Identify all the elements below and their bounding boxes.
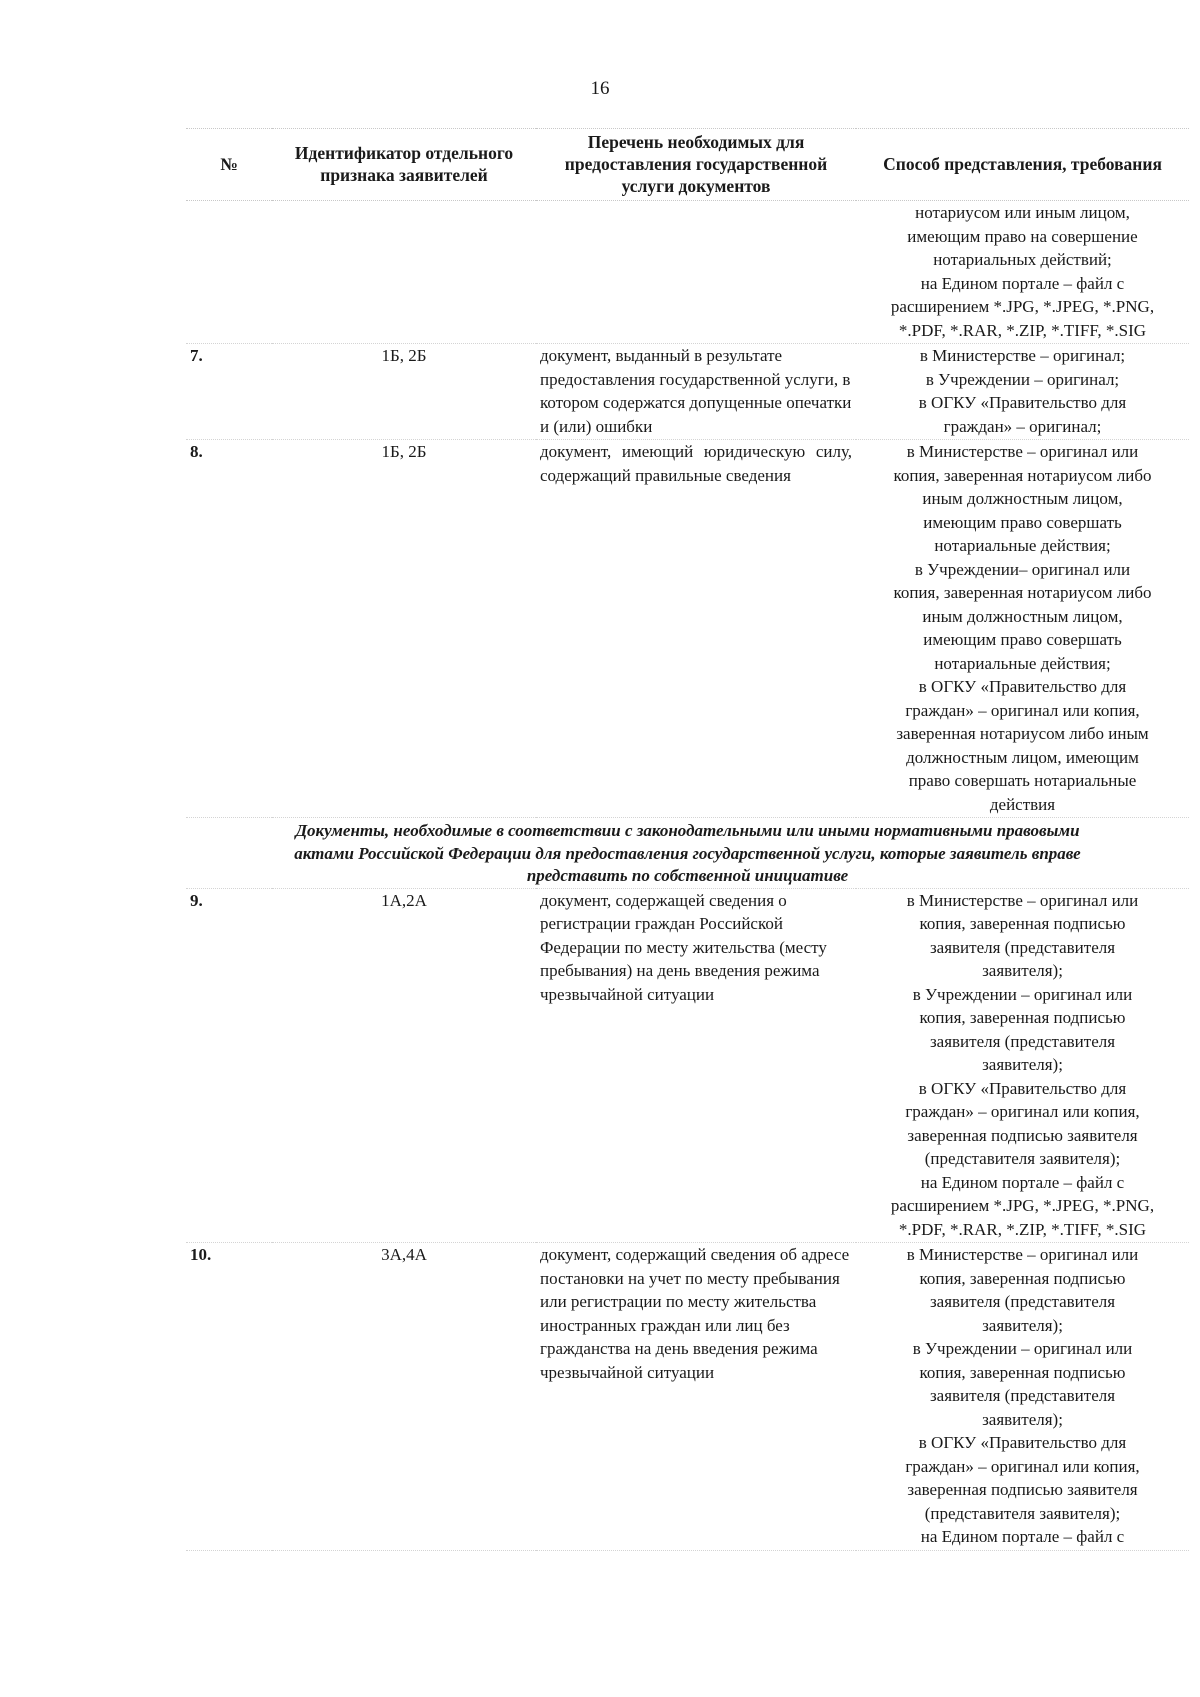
section-title <box>186 818 1189 889</box>
method-line: имеющим право совершать <box>923 630 1122 649</box>
method-line: в Министерстве – оригинал или <box>906 442 1139 461</box>
method-line: заявителя); <box>982 1409 1063 1429</box>
method-line: заявителя); <box>982 961 1063 980</box>
method-line: заявителя (представителя <box>929 1031 1116 1051</box>
method-line: нотариальные действия; <box>934 536 1111 555</box>
table-header-row <box>186 129 1189 201</box>
method-line: нотариальных действий; <box>933 250 1112 269</box>
row-method <box>856 201 1189 344</box>
method-line: в Учреждении– оригинал или <box>914 559 1131 579</box>
method-line: на Едином портале – файл с <box>920 273 1125 293</box>
method-line: в Учреждении – оригинал; <box>925 369 1120 389</box>
table-body <box>186 201 1189 1551</box>
header-identifier: Идентификатор отдельного признака заявителей <box>272 129 536 201</box>
table-row <box>186 888 1189 1243</box>
row-identifier: 1Б, 2Б <box>272 440 536 818</box>
row-document: документ, имеющий юридическую силу, содержащий правильные сведения <box>536 440 856 818</box>
header-num: № <box>186 129 272 201</box>
row-number: 10. <box>186 1243 272 1551</box>
table-row <box>186 1243 1189 1551</box>
method-line: в ОГКУ «Правительство для <box>918 393 1127 412</box>
method-line: копия, заверенная подписью <box>919 1008 1126 1027</box>
method-line: граждан» – оригинал или копия, <box>905 1456 1140 1476</box>
method-line: заявителя); <box>982 1055 1063 1074</box>
method-line: копия, заверенная подписью <box>919 914 1126 933</box>
row-identifier: 1А,2А <box>272 888 536 1243</box>
method-line: заверенная подписью заявителя <box>907 1480 1138 1499</box>
method-line: (представителя заявителя); <box>924 1149 1121 1168</box>
method-line: в Министерстве – оригинал; <box>919 346 1126 365</box>
method-line: граждан» – оригинал; <box>943 416 1102 436</box>
row-method <box>856 888 1189 1243</box>
row-document: документ, содержащий сведения об адресе постановки на учет по месту пребывания или регистрации по месту жительства иностранных граждан или лиц без гражданства на день введения режима чрезвычайной ситуации <box>536 1243 856 1551</box>
method-line: заявителя (представителя <box>929 1386 1116 1405</box>
method-line: на Едином портале – файл с <box>920 1527 1125 1546</box>
method-line: копия, заверенная нотариусом либо <box>893 583 1152 602</box>
method-line: *.PDF, *.RAR, *.ZIP, *.TIFF, *.SIG <box>898 1219 1147 1239</box>
method-line: нотариусом или иным лицом, <box>915 203 1130 222</box>
documents-table <box>186 128 1189 1551</box>
method-line: в ОГКУ «Правительство для <box>918 677 1127 696</box>
section-title-line: представить по собственной инициативе <box>526 866 849 885</box>
method-line: в Учреждении – оригинал или <box>912 984 1133 1004</box>
table-row <box>186 344 1189 440</box>
method-line: *.PDF, *.RAR, *.ZIP, *.TIFF, *.SIG <box>898 320 1147 340</box>
method-line: в Министерстве – оригинал или <box>906 1245 1139 1264</box>
section-title-row <box>186 818 1189 889</box>
section-title-line: Документы, необходимые в соответствии с законодательными или иными нормативными правовыми <box>295 821 1080 840</box>
method-line: имеющим право на совершение <box>907 226 1138 246</box>
method-line: в ОГКУ «Правительство для <box>918 1433 1127 1452</box>
method-line: расширением *.JPG, *.JPEG, *.PNG, <box>890 1196 1155 1215</box>
method-line: право совершать нотариальные <box>908 771 1137 790</box>
method-line: действия <box>989 794 1056 814</box>
section-title-line: актами Российской Федерации для предоставления государственной услуги, которые заявитель вправе <box>294 843 1081 863</box>
method-line: заявителя); <box>982 1315 1063 1335</box>
page-number: 16 <box>590 78 610 99</box>
row-identifier: 3А,4А <box>272 1243 536 1551</box>
table-row <box>186 440 1189 818</box>
header-method: Способ представления, требования <box>856 129 1189 201</box>
method-line: заявителя (представителя <box>929 937 1116 957</box>
method-line: в Учреждении – оригинал или <box>912 1339 1133 1358</box>
method-line: иным должностным лицом, <box>922 489 1123 508</box>
row-number <box>186 201 272 344</box>
row-method <box>856 440 1189 818</box>
row-method <box>856 1243 1189 1551</box>
method-line: расширением *.JPG, *.JPEG, *.PNG, <box>890 297 1155 316</box>
method-line: заявителя (представителя <box>929 1292 1116 1311</box>
method-line: нотариальные действия; <box>934 653 1111 673</box>
method-line: в Министерстве – оригинал или <box>906 890 1139 910</box>
row-identifier: 1Б, 2Б <box>272 344 536 440</box>
row-document <box>536 201 856 344</box>
row-number: 7. <box>186 344 272 440</box>
method-line: на Едином портале – файл с <box>920 1172 1125 1192</box>
row-document: документ, содержащей сведения о регистрации граждан Российской Федерации по месту жительства (месту пребывания) на день введения режима чрезвычайной ситуации <box>536 888 856 1243</box>
row-identifier <box>272 201 536 344</box>
row-method <box>856 344 1189 440</box>
method-line: копия, заверенная нотариусом либо <box>893 465 1152 485</box>
method-line: иным должностным лицом, <box>922 606 1123 626</box>
method-line: должностным лицом, имеющим <box>906 747 1139 767</box>
method-line: копия, заверенная подписью <box>919 1268 1126 1288</box>
method-line: в ОГКУ «Правительство для <box>918 1078 1127 1098</box>
method-line: граждан» – оригинал или копия, <box>905 700 1140 720</box>
method-line: копия, заверенная подписью <box>919 1362 1126 1382</box>
method-line: (представителя заявителя); <box>924 1503 1121 1523</box>
header-documents: Перечень необходимых для предоставления государственной услуги документов <box>536 129 856 201</box>
row-number: 8. <box>186 440 272 818</box>
row-number: 9. <box>186 888 272 1243</box>
row-document: документ, выданный в результате предоставления государственной услуги, в котором содержатся допущенные опечатки и (или) ошибки <box>536 344 856 440</box>
method-line: заверенная подписью заявителя <box>907 1125 1138 1145</box>
method-line: имеющим право совершать <box>923 512 1122 532</box>
method-line: граждан» – оригинал или копия, <box>905 1102 1140 1121</box>
method-line: заверенная нотариусом либо иным <box>896 724 1149 743</box>
table-row <box>186 201 1189 344</box>
